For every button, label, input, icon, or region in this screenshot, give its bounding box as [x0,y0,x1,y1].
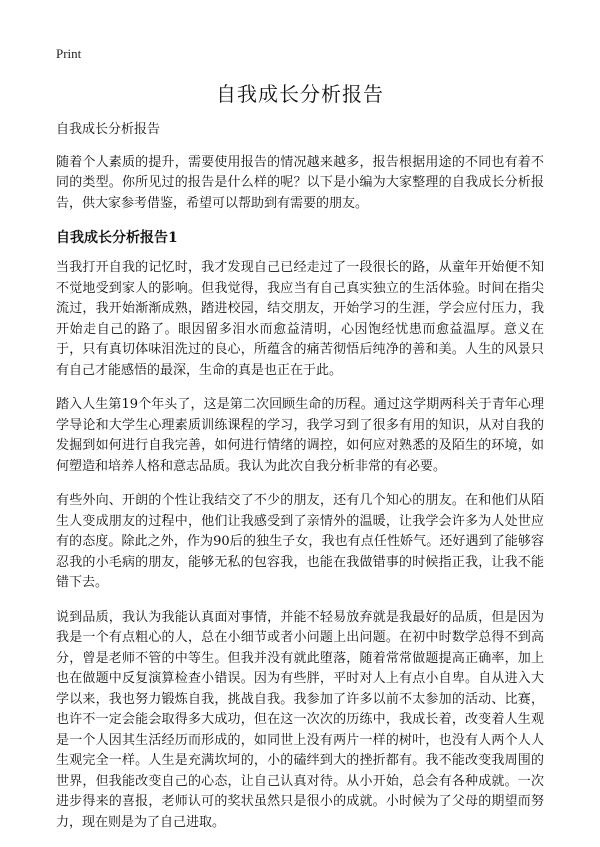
body-paragraph: 当我打开自我的记忆时，我才发现自己已经走过了一段很长的路，从童年开始便不知不觉地受到家人的影响。但我觉得，我应当有自己真实独立的生活体验。时间在指尖流过，我开始渐渐成熟，踏进校园，结交朋友，开始学习的生涯，学会应付压力，我开始走自己的路了。眼因留多泪水而愈益清明，心因饱经忧患而愈益温厚。意义在于，只有真切体味泪洗过的良心，所蕴含的痛苦彻悟后纯净的善和美。人生的风景只有自己才能感悟的最深，生命的真是也正在于此。 [56,260,544,378]
document-body [56,120,544,847]
intro-paragraph: 随着个人素质的提升，需要使用报告的情况越来越多，报告根据用途的不同也有着不同的类型。你所见过的报告是什么样的呢？以下是小编为大家整理的自我成长分析报告，供大家参考借鉴，希望可以帮助到有需要的朋友。 [56,154,544,211]
section-heading: 自我成长分析报告1 [56,230,178,246]
section-paragraphs [56,258,544,833]
body-paragraph: 有些外向、开朗的个性让我结交了不少的朋友，还有几个知心的朋友。在和他们从陌生人变成朋友的过程中，他们让我感受到了亲情外的温暖，让我学会许多为人处世应有的态度。除此之外，作为90后的独生子女，我也有点任性娇气。还好遇到了能够容忍我的小毛病的朋友，能够无私的包容我，也能在我做错事的时候指正我，让我不能错下去。 [56,493,544,590]
body-paragraph: 说到品质，我认为我能认真面对事情，并能不轻易放弃就是我最好的品质，但是因为我是一个有点粗心的人，总在小细节或者小问题上出问题。在初中时数学总得不到高分，曾是老师不管的中等生。但我并没有就此堕落，随着常常做题提高正确率，加上也在做题中反复演算检查小错误。因为有些胖，平时对人上有点小自卑。自从进入大学以来，我也努力锻炼自我，挑战自我。我参加了许多以前不太参加的活动、比赛，也许不一定会能会取得多大成功，但在这一次次的历练中，我成长着，改变着人生观是一个人因其生活经历而形成的，如同世上没有两片一样的树叶，也没有人两个人人生观完全一样。人生是充满坎坷的，小的磕绊到大的挫折都有。我不能改变我周围的世界，但我能改变自己的心态，让自己认真对待。从小开始，总会有各种成就。一次进步得来的喜报，老师认可的奖状虽然只是很小的成就。小时候为了父母的期望而努力，现在则是为了自己进取。 [56,609,544,830]
page-title: 自我成长分析报告 [216,82,384,106]
print-link[interactable]: Print [56,46,82,61]
document-subtitle: 自我成长分析报告 [56,122,161,137]
body-paragraph: 踏入人生第19个年头了，这是第二次回顾生命的历程。通过这学期两科关于青年心理学导论和大学生心理素质训练课程的学习，我学习到了很多有用的知识，从对自我的发掘到如何进行自我完善，如何进行情绪的调控，如何应对熟悉的及陌生的环境，如何塑造和培养人格和意志品质。我认为此次自我分析非常的有必要。 [56,397,544,474]
